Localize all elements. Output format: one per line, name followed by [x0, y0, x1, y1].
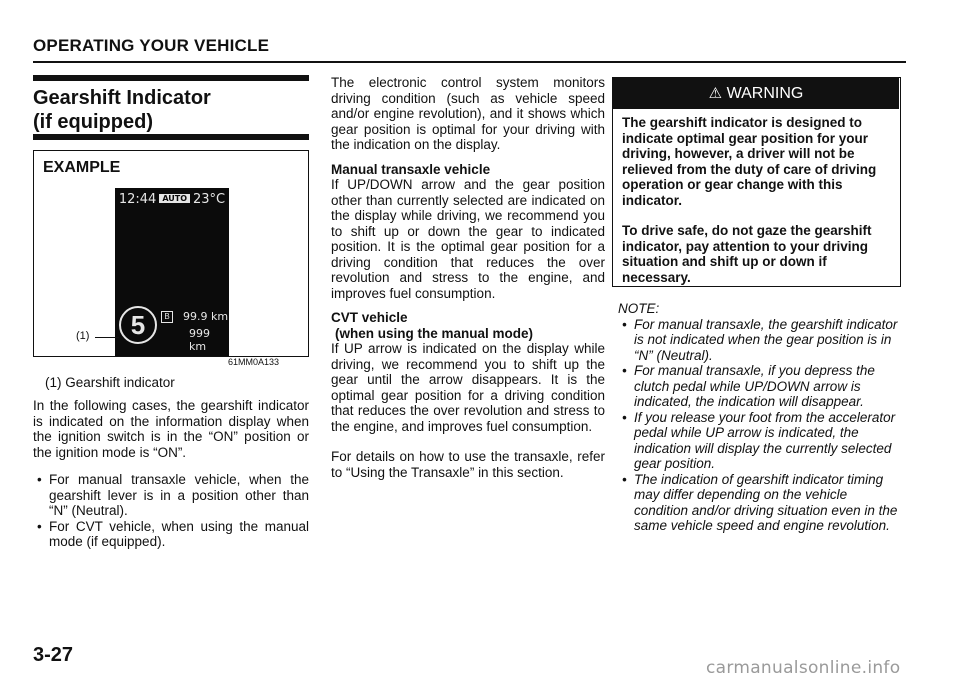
- warning-box: [612, 77, 901, 287]
- display-time: 12:44: [118, 192, 157, 207]
- warning-header: [613, 78, 899, 109]
- list-item: • The indication of gearshift indicator timing may differ depending on the vehicle condition and/or driving situation even in the same vehicle speed and engine revolution.: [618, 472, 902, 534]
- section-title: [33, 86, 309, 134]
- list-item: • For CVT vehicle, when using the manual mode (if equipped).: [33, 519, 309, 550]
- column-1-body: [33, 398, 309, 550]
- intro-paragraph: The electronic control system monitors driving condition (such as vehicle speed and/or engine revolution), and it shows which gear position is optimal for your driving with the indication on the display.: [331, 75, 605, 152]
- display-trip: 99.9 km: [183, 310, 229, 323]
- figure-caption: (1) Gearshift indicator: [45, 375, 175, 390]
- intro-paragraph: In the following cases, the gearshift indicator is indicated on the information display when the ignition switch is in the “ON” position or the ignition mode is “ON”.: [33, 398, 309, 460]
- example-figure: [33, 150, 309, 357]
- figure-id: 61MM0A133: [228, 357, 280, 367]
- cvt-heading: CVT vehicle: [331, 310, 408, 325]
- callout-label: (1): [76, 330, 90, 342]
- gear-indicator: 5: [119, 306, 157, 344]
- note-block: [618, 301, 902, 534]
- manual-paragraph: If UP/DOWN arrow and the gear position other than currently selected are indicated on the display while driving, we recommend you to shift up or down the gear to indicated position. It is the optimal gear position for a driving condition that reduces the over revolution and stress to the engine, and improves fuel consumption.: [331, 177, 605, 301]
- header-rule: [33, 61, 906, 63]
- display-range: 999 km: [189, 327, 210, 353]
- section-title-line1: Gearshift Indicator: [33, 87, 211, 109]
- odometer-mode-icon: B: [161, 311, 173, 323]
- warning-title: WARNING: [726, 85, 804, 102]
- information-display: [115, 188, 229, 356]
- list-item: • For manual transaxle, if you depress the clutch pedal while UP/DOWN arrow is indicated, the indication will disappear.: [618, 363, 902, 410]
- list-item: • For manual transaxle vehicle, when the gearshift lever is in a position other than “N” (Neutral).: [33, 472, 309, 519]
- details-paragraph: For details on how to use the transaxle, refer to “Using the Transaxle” in this section.: [331, 449, 605, 480]
- list-item: • For manual transaxle, the gearshift indicator is not indicated when the gear position is in “N” (Neutral).: [618, 317, 902, 364]
- cvt-paragraph: If UP arrow is indicated on the display while driving, we recommend you to shift up the gear until the arrow disappears. It is the optimal gear position for a driving condition that reduces the over revolution and stress to the engine, and improves fuel consumption.: [331, 341, 605, 434]
- cvt-subheading: (when using the manual mode): [335, 325, 534, 341]
- page-number: 3-27: [33, 644, 74, 666]
- manual-heading: Manual transaxle vehicle: [331, 161, 491, 177]
- example-label: EXAMPLE: [43, 159, 121, 176]
- list-item: • If you release your foot from the accelerator pedal while UP arrow is indicated, the indication will display the currently selected gear position.: [618, 410, 902, 472]
- warning-body: [622, 115, 890, 285]
- callout-leader-line: [95, 337, 119, 338]
- display-mode-badge: AUTO: [159, 194, 190, 203]
- column-2-body: [331, 75, 605, 480]
- warning-paragraph: To drive safe, do not gaze the gearshift indicator, pay attention to your driving situation and shift up or down if necessary.: [622, 223, 872, 285]
- section-title-line2: (if equipped): [33, 111, 153, 133]
- note-label: NOTE:: [618, 301, 660, 316]
- watermark: carmanualsonline.info: [706, 658, 901, 678]
- warning-triangle-icon: ⚠: [708, 85, 723, 102]
- section-rule-top: [33, 75, 309, 81]
- section-rule-bottom: [33, 134, 309, 140]
- display-status-line: [115, 192, 229, 207]
- display-temperature: 23°C: [193, 192, 226, 207]
- running-header: OPERATING YOUR VEHICLE: [33, 36, 270, 55]
- warning-paragraph: The gearshift indicator is designed to indicate optimal gear position for your driving, however, a driver will not be relieved from the duty of care of driving operation or gear change with this indicator.: [622, 115, 877, 208]
